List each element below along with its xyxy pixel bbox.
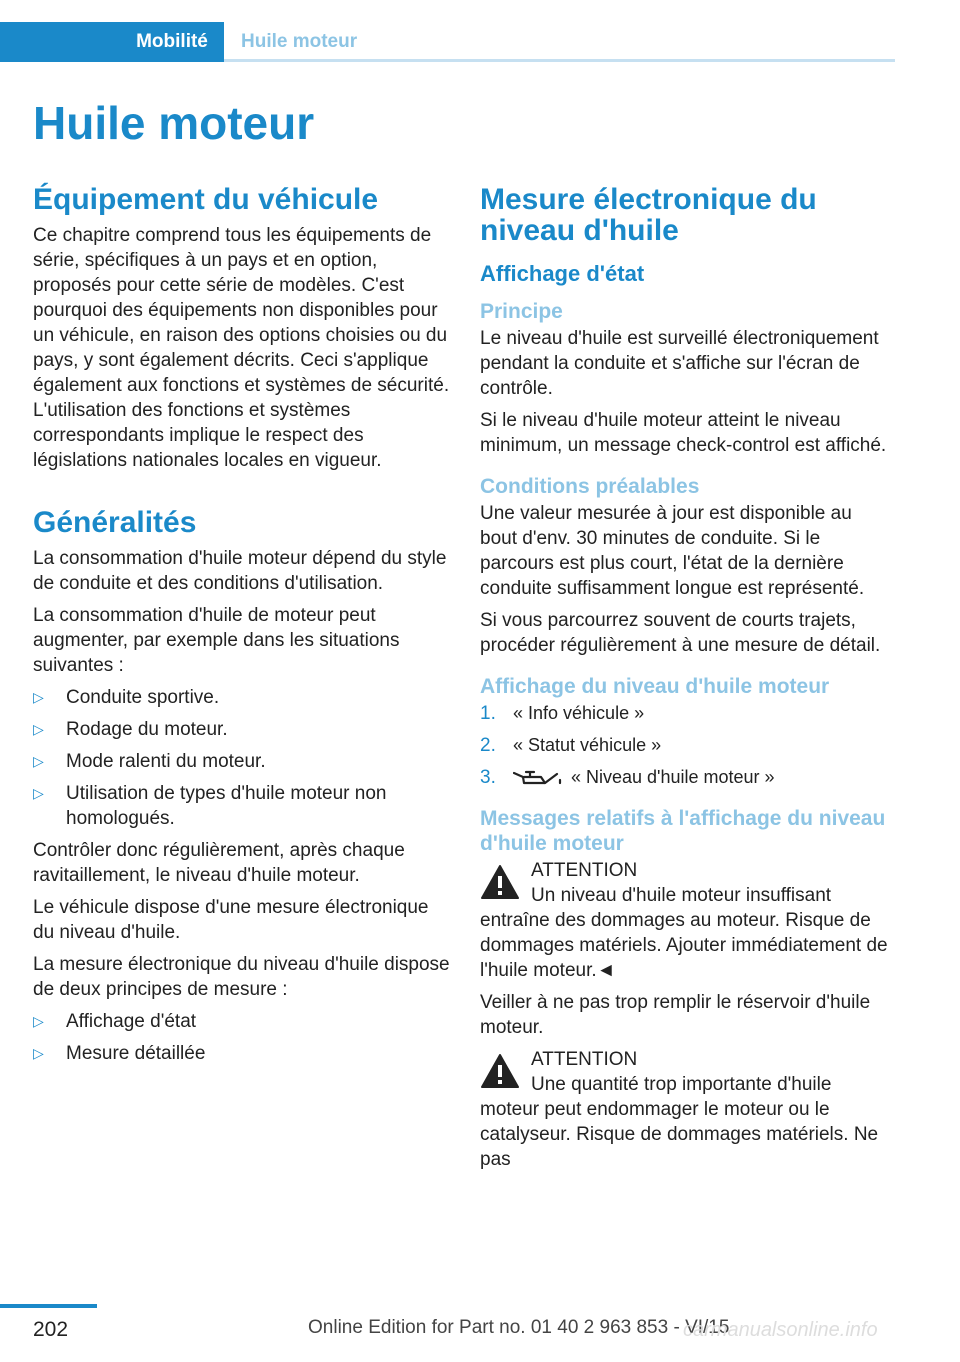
oil-can-icon xyxy=(513,767,563,789)
conditions-paragraph: Une valeur mesurée à jour est disponible au bout d'env. 30 minutes de conduite. Si le parcours est plus court, l'état de la dernière conduite suffisamment longue est représenté. xyxy=(480,503,865,599)
list-item: ▷ Mode ralenti du moteur. xyxy=(33,751,266,772)
steps-list xyxy=(480,701,890,790)
general-paragraph: Le véhicule dispose d'une mesure électronique du niveau d'huile. xyxy=(33,897,429,943)
list-item: ▷ Utilisation de types d'huile moteur non homologués. xyxy=(33,783,387,829)
triangle-bullet-icon: ▷ xyxy=(33,1045,44,1061)
warning-box xyxy=(480,1047,890,1172)
triangle-bullet-icon: ▷ xyxy=(33,689,44,705)
equipment-heading: Équipement du véhicule xyxy=(33,183,379,216)
principles-list xyxy=(33,1009,451,1066)
warning-text: Un niveau d'huile moteur insuffisant entraîne des dommages au moteur. Risque de dommages matériels. Ajouter immédiatement de l'huile moteur.◄ xyxy=(480,885,888,981)
warning-title: ATTENTION xyxy=(531,1049,638,1070)
warning-triangle-icon xyxy=(480,1053,520,1089)
triangle-bullet-icon: ▷ xyxy=(33,785,44,801)
page-title: Huile moteur xyxy=(33,97,315,149)
list-item: ▷ Conduite sportive. xyxy=(33,687,220,708)
list-item: 1. « Info véhicule » xyxy=(480,703,645,724)
oil-level-display-heading: Affichage du niveau d'huile moteur xyxy=(480,675,830,698)
conditions-paragraph: Si vous parcourrez souvent de courts trajets, procéder régulièrement à une mesure de détail. xyxy=(480,610,881,656)
warning-text: Une quantité trop importante d'huile moteur peut endommager le moteur ou le catalyseur. Risque de dommages matériels. Ne pas xyxy=(480,1074,879,1170)
right-column xyxy=(480,184,890,1179)
electronic-measure-heading: Mesure électronique du niveau d'huile xyxy=(480,183,817,247)
conditions-heading: Conditions préalables xyxy=(480,475,700,498)
principle-paragraph: Le niveau d'huile est surveillé électroniquement pendant la conduite et s'affiche sur l'écran de contrôle. xyxy=(480,328,879,399)
header-rule xyxy=(224,59,895,62)
warning-box xyxy=(480,858,890,983)
triangle-bullet-icon: ▷ xyxy=(33,1013,44,1029)
triangle-bullet-icon: ▷ xyxy=(33,721,44,737)
footer-rule xyxy=(0,1304,97,1308)
page-header xyxy=(0,22,895,62)
page-number: 202 xyxy=(33,1318,69,1341)
triangle-bullet-icon: ▷ xyxy=(33,753,44,769)
list-item: ▷ Mesure détaillée xyxy=(33,1043,206,1064)
principle-heading: Principe xyxy=(480,300,563,323)
general-heading: Généralités xyxy=(33,506,197,539)
general-paragraph: La consommation d'huile moteur dépend du style de conduite et des conditions d'utilisation. xyxy=(33,548,447,594)
messages-heading: Messages relatifs à l'affichage du niveau d'huile moteur xyxy=(480,807,886,855)
watermark: carmanualsonline.info xyxy=(683,1319,878,1341)
general-paragraph: La consommation d'huile de moteur peut augmenter, par exemple dans les situations suivantes : xyxy=(33,605,400,676)
principle-paragraph: Si le niveau d'huile moteur atteint le niveau minimum, un message check-control est affiché. xyxy=(480,410,887,456)
list-item: ▷ Affichage d'état xyxy=(33,1011,197,1032)
header-color-block xyxy=(0,22,120,62)
list-item: 3. « Niveau d'huile moteur » xyxy=(480,767,775,788)
left-column xyxy=(33,184,451,1073)
warning-triangle-icon xyxy=(480,864,520,900)
edition-label: Online Edition for Part no. 01 40 2 963 853 - VI/15 xyxy=(308,1317,730,1338)
situations-list xyxy=(33,685,451,831)
header-section-label[interactable]: Huile moteur xyxy=(241,31,358,52)
status-display-heading: Affichage d'état xyxy=(480,261,645,286)
list-item: ▷ Rodage du moteur. xyxy=(33,719,228,740)
header-chapter-tab[interactable]: Mobilité xyxy=(120,22,224,62)
general-paragraph: Contrôler donc régulièrement, après chaque ravitaillement, le niveau d'huile moteur. xyxy=(33,840,405,886)
warning-title: ATTENTION xyxy=(531,860,638,881)
equipment-text: Ce chapitre comprend tous les équipements de série, spécifiques à un pays et en option, proposés pour cette série de modèles. C'est pourquoi des équipements non disponibles pour un véhicule, en raison des options choisies ou du pays, y sont également décrits. Ceci s'applique également aux fonctions et systèmes de sécurité. L'utilisation des fonctions et systèmes correspondants implique le respect des législations nationales locales en vigueur. xyxy=(33,225,450,471)
messages-paragraph: Veiller à ne pas trop remplir le réservoir d'huile moteur. xyxy=(480,992,871,1038)
list-item: 2. « Statut véhicule » xyxy=(480,735,662,756)
general-paragraph: La mesure électronique du niveau d'huile dispose de deux principes de mesure : xyxy=(33,954,450,1000)
